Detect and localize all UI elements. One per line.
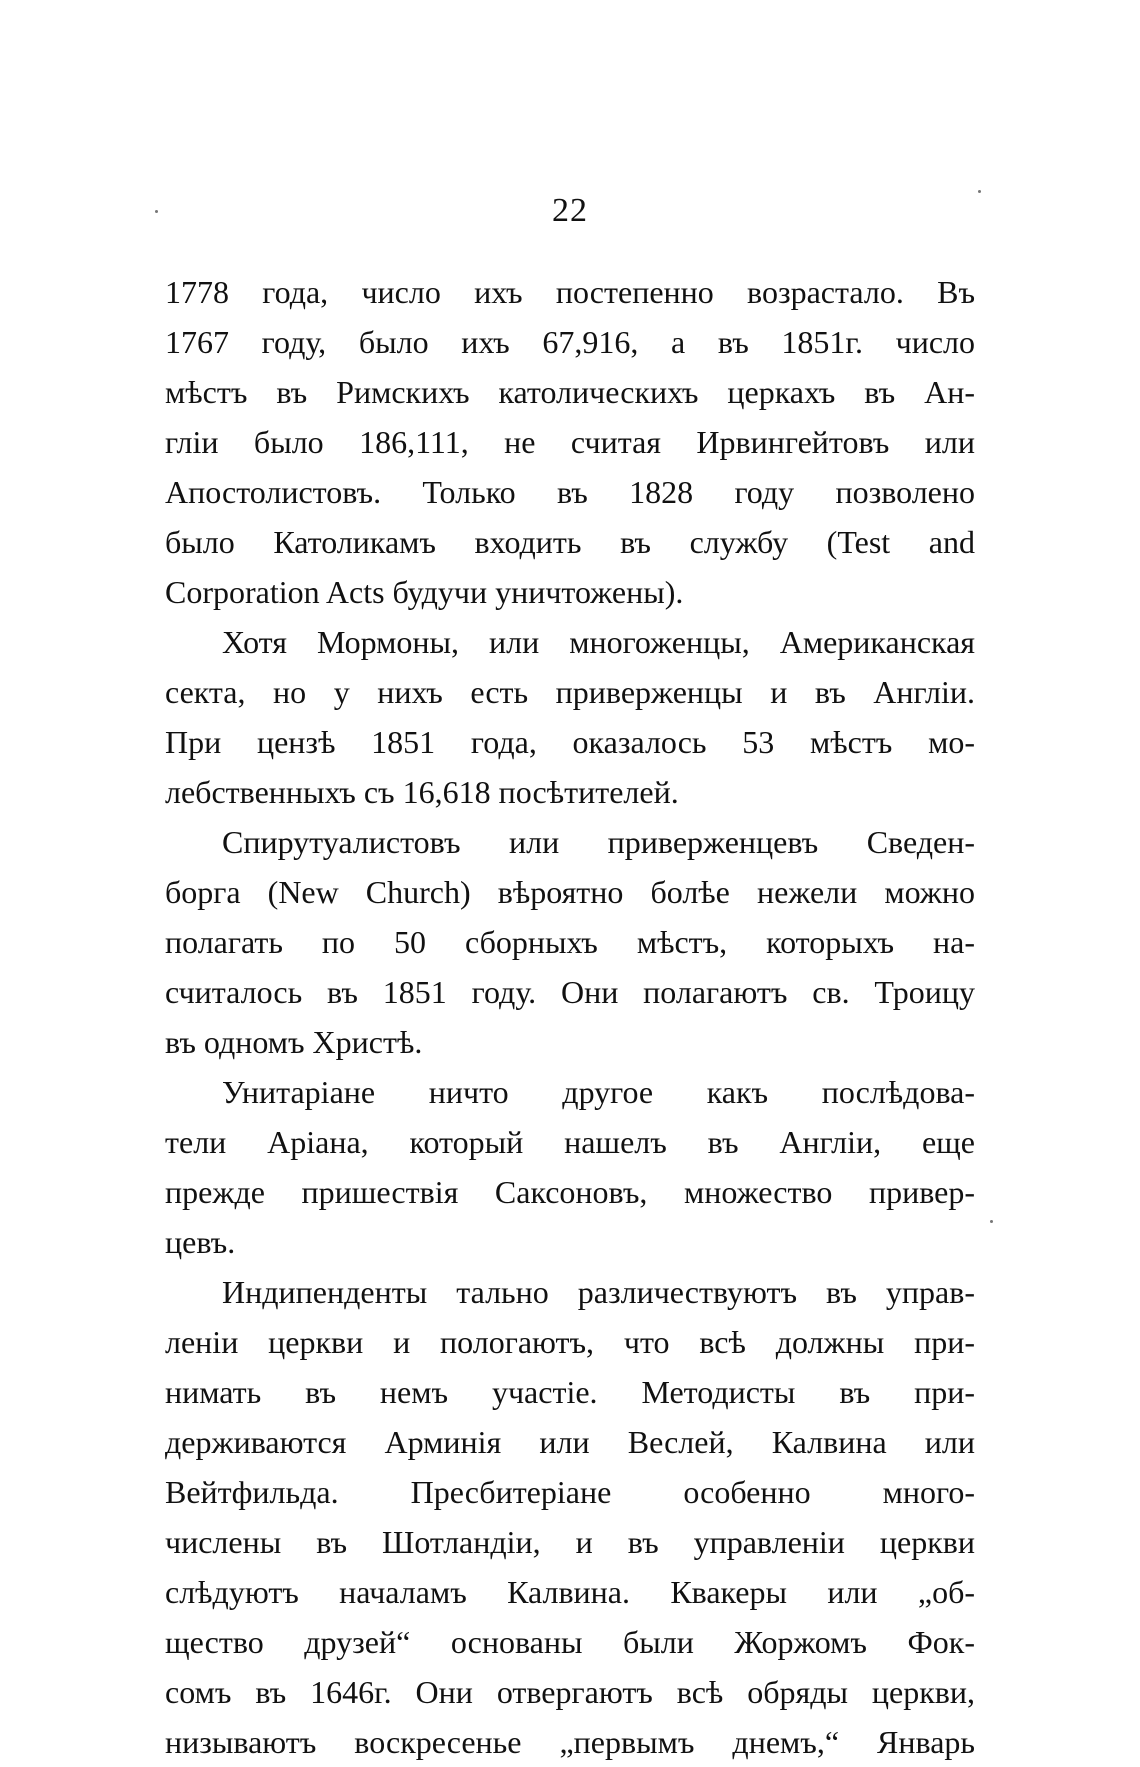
text-line: нимать въ немъ участіе. Методисты въ при- (165, 1374, 975, 1410)
text-line: борга (New Church) вѣроятно болѣе нежели можно (165, 874, 975, 910)
text-line: гліи было 186,111, не считая Ирвингейтовъ или (165, 424, 975, 460)
text-line: прежде пришествія Саксоновъ, множество привер- (165, 1174, 975, 1210)
text-line: въ одномъ Христѣ. (165, 1024, 423, 1060)
text-line: Corporation Acts будучи уничтожены). (165, 574, 684, 610)
text-line: лебственныхъ съ 16,618 посѣтителей. (165, 774, 679, 810)
text-line: Индипенденты тально различествуютъ въ управ- (222, 1274, 975, 1310)
text-line: низываютъ воскресенье „первымъ днемъ,“ Январь (165, 1724, 975, 1760)
text-line: держиваются Арминія или Веслей, Калвина или (165, 1424, 975, 1460)
text-line: Вейтфильда. Пресбитеріане особенно много- (165, 1474, 975, 1510)
scan-speck (155, 210, 158, 213)
text-line: секта, но у нихъ есть приверженцы и въ Англіи. (165, 674, 975, 710)
text-line: Унитаріане ничто другое какъ послѣдова- (222, 1074, 975, 1110)
scan-speck (990, 1220, 993, 1223)
scan-speck (978, 190, 981, 193)
text-line: Хотя Мормоны, или многоженцы, Американская (222, 624, 975, 660)
text-line: леніи церкви и пологаютъ, что всѣ должны при- (165, 1324, 975, 1360)
text-line: сомъ въ 1646г. Они отвергаютъ всѣ обряды церкви, (165, 1674, 975, 1710)
body-text (165, 267, 975, 1767)
text-line: При цензѣ 1851 года, оказалось 53 мѣстъ мо- (165, 724, 975, 760)
text-line: полагать по 50 сборныхъ мѣстъ, которыхъ на- (165, 924, 975, 960)
text-line: щество друзей“ основаны были Жоржомъ Фок- (165, 1624, 975, 1660)
text-line: тели Аріана, который нашелъ въ Англіи, еще (165, 1124, 975, 1160)
text-line: было Католикамъ входить въ службу (Test and (165, 524, 975, 560)
text-line: Спирутуалистовъ или приверженцевъ Сведен- (222, 824, 975, 860)
text-line: мѣстъ въ Римскихъ католическихъ церкахъ въ Ан- (165, 374, 975, 410)
text-line: слѣдуютъ началамъ Калвина. Квакеры или „об- (165, 1574, 975, 1610)
text-line: цевъ. (165, 1224, 236, 1260)
text-line: числены въ Шотландіи, и въ управленіи церкви (165, 1524, 975, 1560)
page-number: 22 (552, 192, 588, 229)
text-line: Апостолистовъ. Только въ 1828 году позволено (165, 474, 975, 510)
text-line: считалось въ 1851 году. Они полагаютъ св. Троицу (165, 974, 975, 1010)
text-line: 1767 году, было ихъ 67,916, а въ 1851г. число (165, 324, 975, 360)
text-line: 1778 года, число ихъ постепенно возрастало. Въ (165, 274, 975, 310)
